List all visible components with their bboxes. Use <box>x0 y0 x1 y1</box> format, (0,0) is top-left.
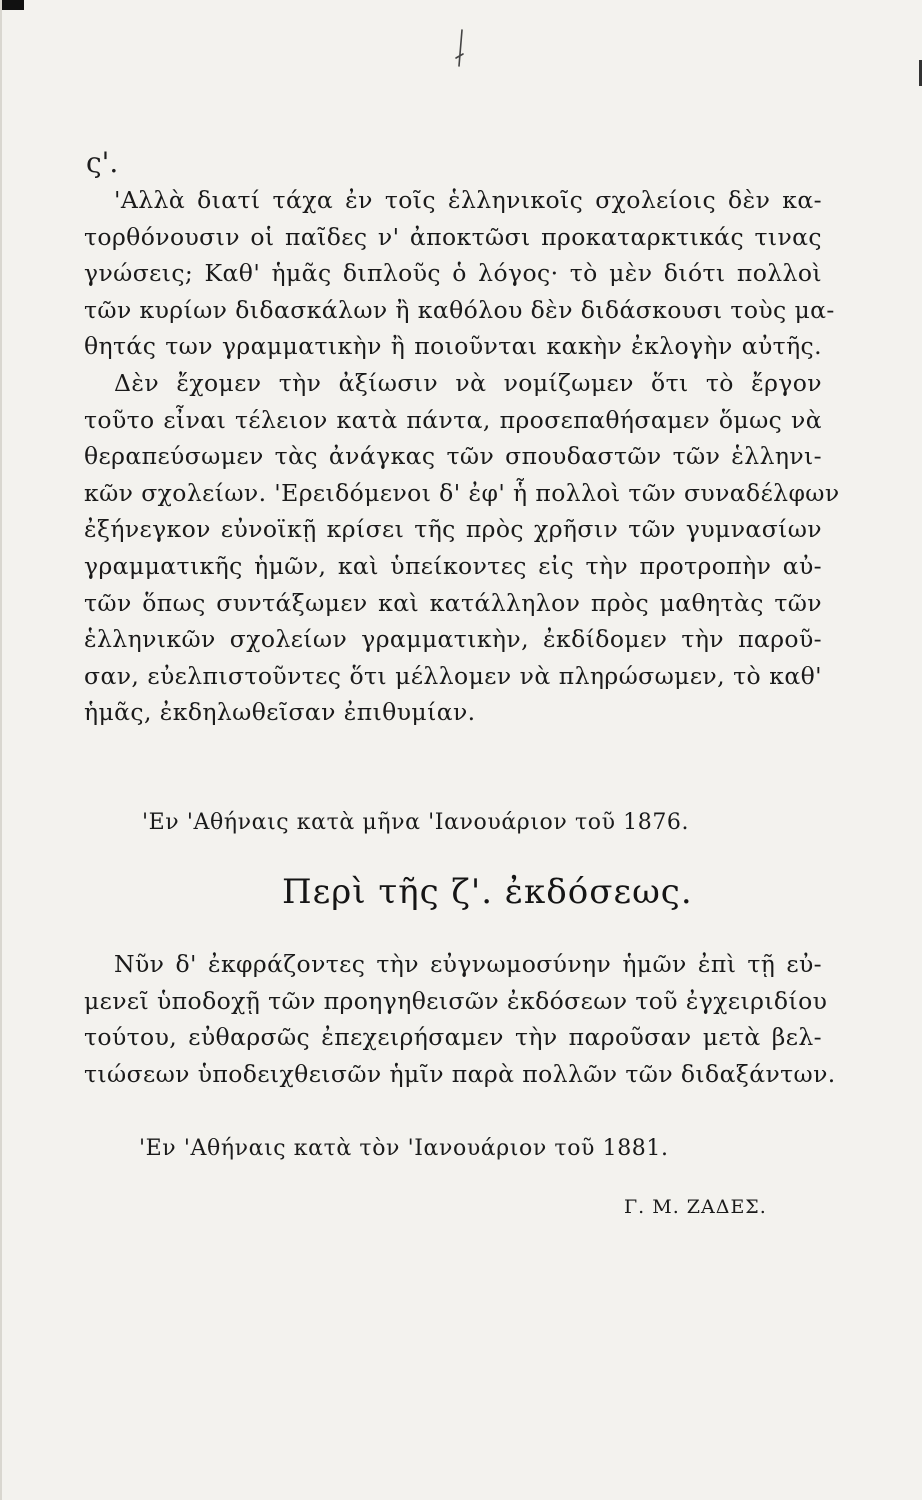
text-line: ἑλληνικῶν σχολείων γραμματικὴν, ἐκδίδομεν τὴν παροῦ- <box>84 625 822 654</box>
text-line: μενεῖ ὑποδοχῇ τῶν προηγηθεισῶν ἐκδόσεων τοῦ ἐγχειριδίου <box>84 986 828 1015</box>
scan-corner-mark <box>2 0 24 10</box>
text-line: γραμματικῆς ἡμῶν, καὶ ὑπείκοντες εἰς τὴν προτροπὴν αὐ- <box>84 551 822 580</box>
text-line: τορθόνουσιν οἱ παῖδες ν' ἀποκτῶσι προκαταρκτικάς τινας <box>84 222 822 251</box>
preface-paragraph-2 <box>84 946 836 1092</box>
text-line: κῶν σχολείων. 'Ερειδόμενοι δ' ἐφ' ἧ πολλοὶ τῶν συναδέλφων <box>84 478 840 507</box>
text-line: θεραπεύσωμεν τὰς ἀνάγκας τῶν σπουδαστῶν τῶν ἑλληνι- <box>84 442 822 471</box>
text-line: 'Αλλὰ διατί τάχα ἐν τοῖς ἑλληνικοῖς σχολείοις δὲν κα- <box>114 186 822 214</box>
text-line: σαν, εὐελπιστοῦντες ὅτι μέλλομεν νὰ πληρώσωμεν, τὸ καθ' <box>84 661 822 690</box>
page-number: ς'. <box>86 146 119 179</box>
text-line: ἐξήνεγκον εὐνοϊκῇ κρίσει τῆς πρὸς χρῆσιν τῶν γυμνασίων <box>84 515 822 544</box>
text-line: τῶν ὅπως συντάξωμεν καὶ κατάλληλον πρὸς μαθητὰς τῶν <box>84 588 822 617</box>
text-line: τούτου, εὐθαρσῶς ἐπεχειρήσαμεν τὴν παροῦσαν μετὰ βελ- <box>84 1023 822 1052</box>
author-signature: Γ. Μ. ΖΑΔΕΣ. <box>624 1196 767 1218</box>
text-line: Νῦν δ' ἐκφράζοντες τὴν εὐγνωμοσύνην ἡμῶν ἐπὶ τῇ εὐ- <box>114 950 822 978</box>
date-line-1876: 'Εν 'Αθήναις κατὰ μῆνα 'Ιανουάριον τοῦ 1876. <box>142 810 690 835</box>
section-heading: Περὶ τῆς ζ'. ἐκδόσεως. <box>282 872 693 912</box>
text-line: ἡμᾶς, ἐκδηλωθεῖσαν ἐπιθυμίαν. <box>84 698 476 727</box>
date-line-1881: 'Εν 'Αθήναις κατὰ τὸν 'Ιανουάριον τοῦ 1881. <box>139 1136 669 1161</box>
text-line: τοῦτο εἶναι τέλειον κατὰ πάντα, προσεπαθήσαμεν ὅμως νὰ <box>84 405 822 434</box>
text-line: τῶν κυρίων διδασκάλων ἢ καθόλου δὲν διδάσκουσι τοὺς μα- <box>84 295 835 324</box>
text-line: Δὲν ἔχομεν τὴν ἀξίωσιν νὰ νομίζωμεν ὅτι τὸ ἔργον <box>114 368 822 397</box>
text-line: γνώσεις; Καθ' ἡμᾶς διπλοῦς ὁ λόγος· τὸ μὲν διότι πολλοὶ <box>84 259 822 288</box>
text-line: θητάς των γραμματικὴν ἢ ποιοῦνται κακὴν ἐκλογὴν αὐτῆς. <box>84 332 822 361</box>
text-line: τιώσεων ὑποδειχθεισῶν ἡμῖν παρὰ πολλῶν τῶν διδαξάντων. <box>84 1059 836 1088</box>
preface-paragraph-1 <box>84 182 840 731</box>
pencil-mark-icon <box>452 28 470 72</box>
